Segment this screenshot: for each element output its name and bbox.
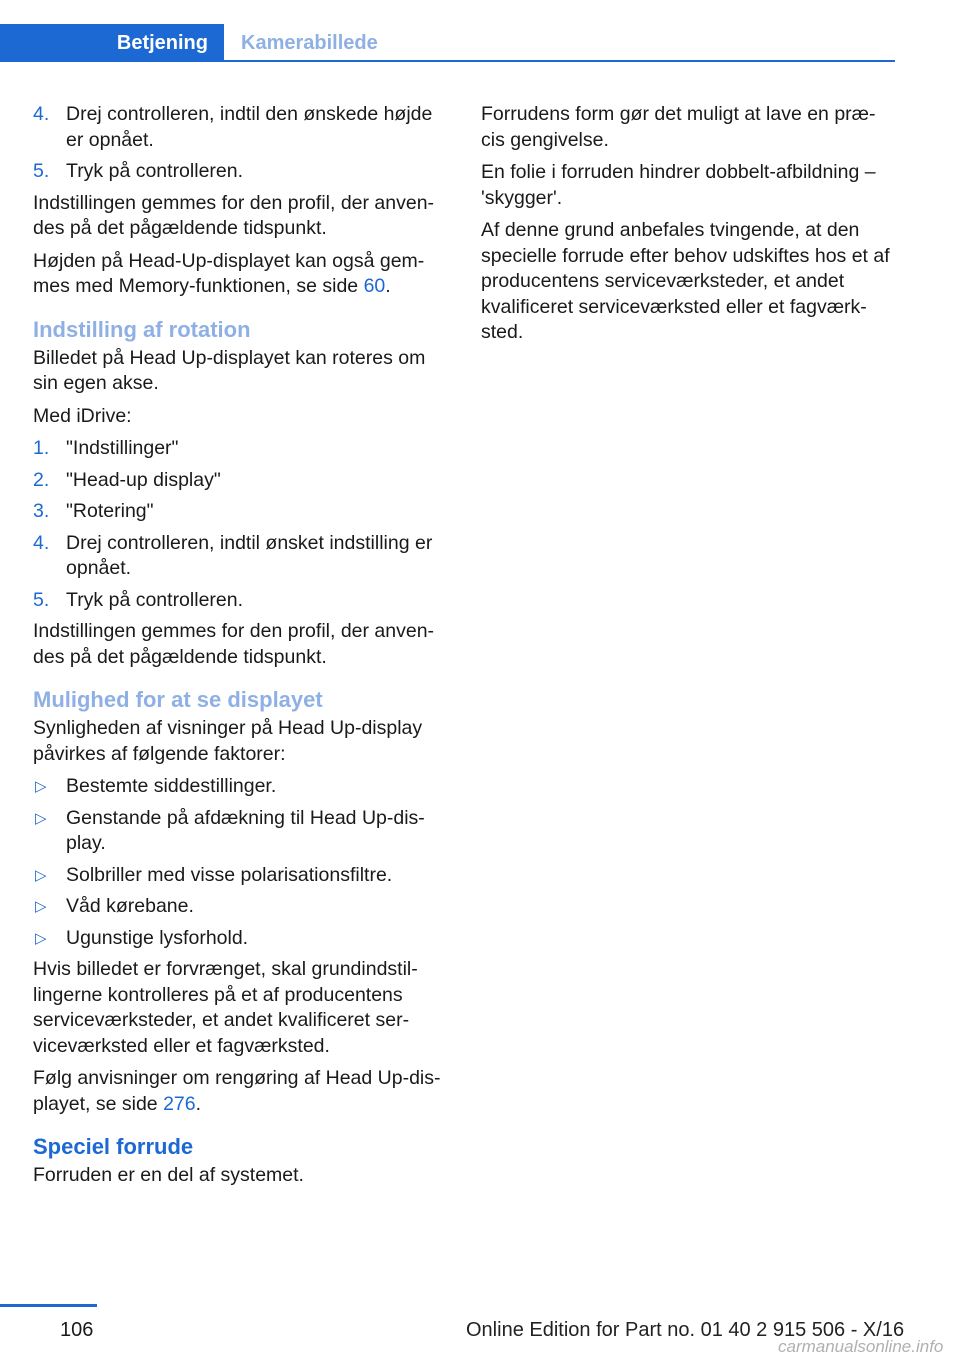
step-text: Drej controlleren, indtil den ønskede højde er opnået.: [66, 103, 433, 151]
paragraph: Af denne grund anbefales tvingende, at den specielle forrude efter behov udskiftes hos et af producentens serviceværksteder, et andet kvalificeret serviceværksted eller et fagværk‐sted.: [481, 219, 890, 343]
triangle-bullet-icon: ▷: [35, 866, 47, 884]
bullet-text: Ugunstige lysforhold.: [66, 926, 249, 949]
list-item: [33, 894, 447, 920]
list-item: [33, 499, 447, 525]
list-item: [33, 588, 447, 614]
paragraph-text: Følg anvisninger om rengøring af Head Up-dis‐playet, se side: [33, 1067, 441, 1115]
bullet-text: Solbriller med visse polarisationsfiltre.: [66, 863, 393, 886]
steps-list-height: [33, 102, 447, 185]
edition-text: Online Edition for Part no. 01 40 2 915 506 - X/16: [466, 1319, 905, 1341]
page-number: 106: [60, 1319, 94, 1341]
paragraph-memory: [33, 249, 447, 300]
step-text: "Rotering": [66, 500, 154, 522]
step-number: 5.: [33, 160, 50, 182]
step-number: 3.: [33, 500, 50, 522]
paragraph-text: Højden på Head-Up-displayet kan også gem‐mes med Memory-funktionen, se side: [33, 249, 425, 297]
paragraph: Forrudens form gør det muligt at lave en præ‐cis gengivelse.: [481, 103, 876, 151]
list-item: [33, 926, 447, 952]
steps-list-rotation: [33, 436, 447, 613]
list-item: [33, 774, 447, 800]
paragraph: Med iDrive:: [33, 404, 132, 427]
heading-rotation: Indstilling af rotation: [33, 316, 251, 342]
step-number: 2.: [33, 468, 50, 491]
period: .: [195, 1092, 202, 1115]
list-item: [33, 531, 447, 582]
bullet-text: Genstande på afdækning til Head Up-dis‐play.: [66, 806, 425, 854]
watermark: carmanualsonline.info: [778, 1337, 944, 1356]
paragraph: Indstillingen gemmes for den profil, der anven‐des på det pågældende tidspunkt.: [33, 191, 435, 239]
list-item: [33, 102, 447, 153]
paragraph: Billedet på Head Up-displayet kan roteres om sin egen akse.: [33, 346, 426, 394]
bullet-text: Våd kørebane.: [66, 895, 194, 917]
paragraph: Hvis billedet er forvrænget, skal grundindstil‐lingerne kontrolleres på et af producentens serviceværksteder, et andet kvalificeret ser‐viceværksted eller et fagværksted.: [33, 958, 418, 1057]
footer-rule: [0, 1304, 97, 1307]
header-bar: [0, 0, 895, 62]
step-text: Drej controlleren, indtil ønsket indstilling er opnået.: [66, 531, 433, 579]
heading-visibility: Mulighed for at se displayet: [33, 687, 323, 712]
list-item: [33, 159, 447, 185]
step-number: 4.: [33, 103, 50, 125]
list-item: [33, 436, 447, 462]
paragraph: Indstillingen gemmes for den profil, der anven‐des på det pågældende tidspunkt.: [33, 620, 435, 668]
period: .: [385, 275, 391, 297]
paragraph: En folie i forruden hindrer dobbelt-afbildning – 'skygger'.: [481, 161, 876, 209]
heading-windscreen: Speciel forrude: [33, 1134, 194, 1159]
triangle-bullet-icon: ▷: [35, 929, 47, 947]
triangle-bullet-icon: ▷: [35, 898, 47, 915]
right-column: [481, 102, 891, 353]
paragraph: Synligheden af visninger på Head Up-display påvirkes af følgende faktorer:: [33, 717, 423, 765]
triangle-bullet-icon: ▷: [35, 809, 47, 827]
paragraph-cleaning: [33, 1066, 447, 1117]
bullet-list-factors: [33, 774, 447, 951]
step-text: "Head-up display": [66, 468, 221, 491]
step-text: Tryk på controlleren.: [66, 160, 244, 182]
list-item: [33, 863, 447, 889]
step-text: "Indstillinger": [66, 437, 179, 459]
list-item: [33, 806, 447, 857]
list-item: [33, 468, 447, 494]
page-link-276[interactable]: 276: [163, 1092, 196, 1115]
tab-betjening[interactable]: Betjening: [0, 24, 224, 62]
step-number: 1.: [33, 437, 50, 459]
paragraph: Forruden er en del af systemet.: [33, 1164, 304, 1186]
triangle-bullet-icon: ▷: [35, 778, 47, 795]
tab-kamerabillede[interactable]: Kamerabillede: [241, 32, 378, 54]
step-number: 5.: [33, 588, 50, 611]
step-text: Tryk på controlleren.: [66, 588, 244, 611]
step-number: 4.: [33, 531, 50, 554]
page-link-60[interactable]: 60: [363, 275, 386, 297]
bullet-text: Bestemte siddestillinger.: [66, 775, 277, 797]
left-column: [33, 102, 447, 1196]
